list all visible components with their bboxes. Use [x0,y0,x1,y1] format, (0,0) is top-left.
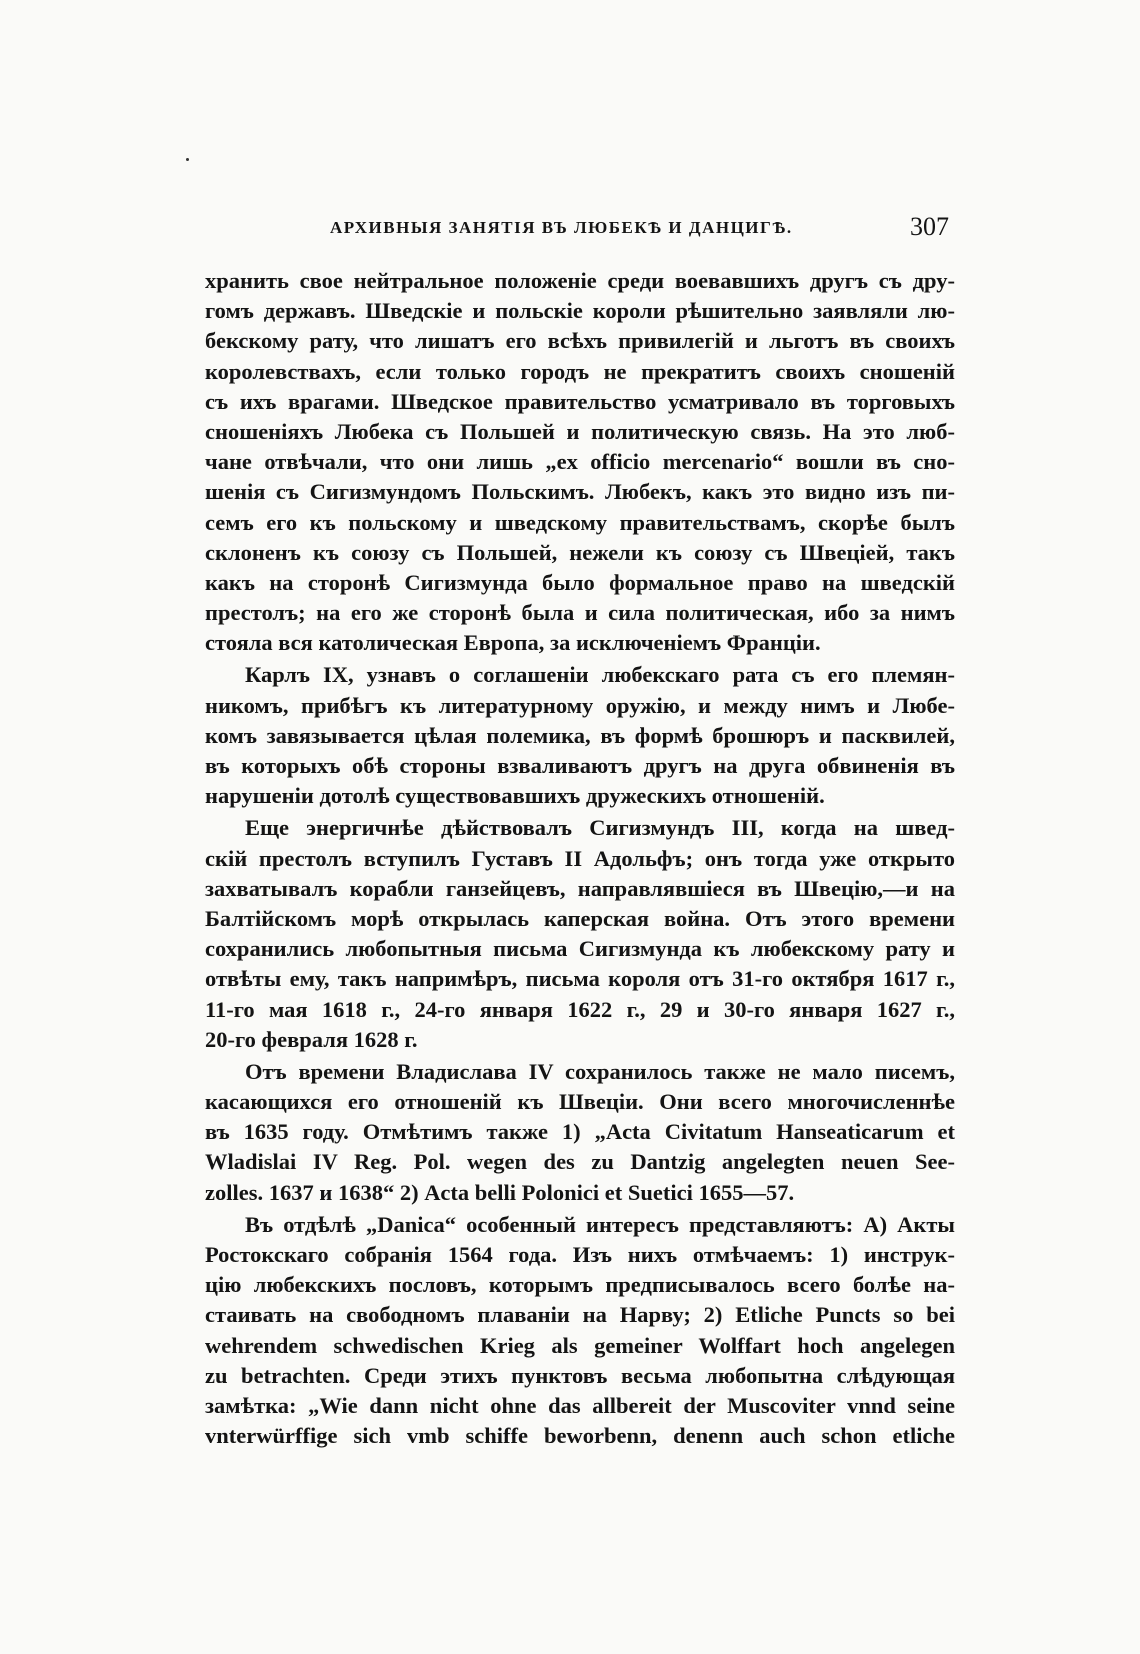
text-line: шенія съ Сигизмундомъ Польскимъ. Любекъ, какъ это видно изъ пи- [205,479,955,505]
text-line: 20-го февраля 1628 г. [205,1026,418,1052]
text-line: захватывалъ корабли ганзейцевъ, направлявшіеся въ Швецію,—и на [205,875,955,901]
paragraph [205,813,955,1055]
text-line: склоненъ къ союзу съ Польшей, нежели къ союзу съ Швеціей, такъ [205,539,955,565]
text-line: съ ихъ врагами. Шведское правительство усматривало въ торговыхъ [205,388,955,414]
text-line: стояла вся католическая Европа, за исключеніемъ Франціи. [205,630,821,656]
text-line: семъ его къ польскому и шведскому правительствамъ, скорѣе былъ [205,509,955,535]
text-line: скій престолъ вступилъ Густавъ II Адольфъ; онъ тогда уже открыто [205,845,955,871]
text-line: въ которыхъ обѣ стороны взваливаютъ другъ на друга обвиненія въ [205,753,955,778]
text-line: Отъ времени Владислава IV сохранилось также не мало писемъ, [245,1058,955,1084]
text-line: комъ завязывается цѣлая полемика, въ формѣ брошюръ и пасквилей, [205,722,955,748]
text-line: бекскому рату, что лишатъ его всѣхъ привилегій и льготъ въ своихъ [205,328,955,354]
paragraph [205,266,955,658]
text-line: нарушеніи дотолѣ существовавшихъ дружескихъ отношеній. [205,783,825,809]
page-header [205,212,955,252]
paragraph [205,1057,955,1208]
text-line: Еще энергичнѣе дѣйствовалъ Сигизмундъ III, когда на швед- [245,815,955,841]
text-line: королевствахъ, если только городъ не прекратитъ своихъ сношеній [205,358,955,384]
text-line: замѣтка: „Wie dann nicht ohne das allbereit der Muscoviter vnnd seine [205,1392,955,1418]
running-head: АРХИВНЫЯ ЗАНЯТІЯ ВЪ ЛЮБЕКѢ И ДАНЦИГѢ. [330,218,793,237]
text-line: въ 1635 году. Отмѣтимъ также 1) „Acta Civitatum Hanseaticarum et [205,1119,955,1145]
text-line: престолъ; на его же сторонѣ была и сила политическая, ибо за нимъ [205,600,955,626]
text-line: хранить свое нейтральное положеніе среди воевавшихъ другъ съ дру- [205,268,955,293]
page-number: 307 [910,212,949,241]
text-line: сношеніяхъ Любека съ Польшей и политическую связь. На это люб- [205,418,955,444]
text-line: цію любекскихъ пословъ, которымъ предписывалось всего болѣе на- [205,1272,955,1298]
text-line: никомъ, прибѣгъ къ литературному оружію, и между нимъ и Любе- [205,692,955,718]
text-line: стаивать на свободномъ плаваніи на Нарву; 2) Etliche Puncts so bei [205,1302,955,1328]
text-line: 11-го мая 1618 г., 24-го января 1622 г., 29 и 30-го января 1627 г., [205,996,955,1022]
text-line: сохранились любопытныя письма Сигизмунда къ любекскому рату и [205,936,955,962]
text-line: wehrendem schwedischen Krieg als gemeiner Wolffart hoch angelegen [205,1332,955,1358]
text-line: Балтійскомъ морѣ открылась каперская война. Отъ этого времени [205,905,955,931]
text-line: отвѣты ему, такъ напримѣръ, письма короля отъ 31-го октября 1617 г., [205,966,955,992]
paragraph [205,660,955,811]
text-line: vnterwürffige sich vmb schiffe beworbenn, denenn auch schon etliche [205,1423,955,1449]
text-line: zolles. 1637 и 1638“ 2) Acta belli Polonici et Suetici 1655—57. [205,1179,795,1205]
paragraph [205,1210,955,1452]
body-text [205,266,955,1451]
text-line: Въ отдѣлѣ „Danica“ особенный интересъ представляютъ: A) Акты [245,1211,955,1237]
text-line: касающихся его отношеній къ Швеціи. Они всего многочисленнѣе [205,1089,955,1115]
text-line: гомъ державъ. Шведскіе и польскіе короли рѣшительно заявляли лю- [205,298,955,324]
text-line: Wladislai IV Reg. Pol. wegen des zu Dantzig angelegten neuen See- [205,1149,955,1175]
print-speck [186,158,189,161]
text-line: Ростокскаго собранія 1564 года. Изъ нихъ отмѣчаемъ: 1) инструк- [205,1242,955,1267]
text-line: Карлъ IX, узнавъ о соглашеніи любекскаго рата съ его племян- [245,662,955,688]
text-line: zu betrachten. Среди этихъ пунктовъ весьма любопытна слѣдующая [205,1362,955,1388]
text-line: какъ на сторонѣ Сигизмунда было формальное право на шведскій [205,569,955,595]
text-line: чане отвѣчали, что они лишь „ex officio mercenario“ вошли въ сно- [205,449,955,475]
